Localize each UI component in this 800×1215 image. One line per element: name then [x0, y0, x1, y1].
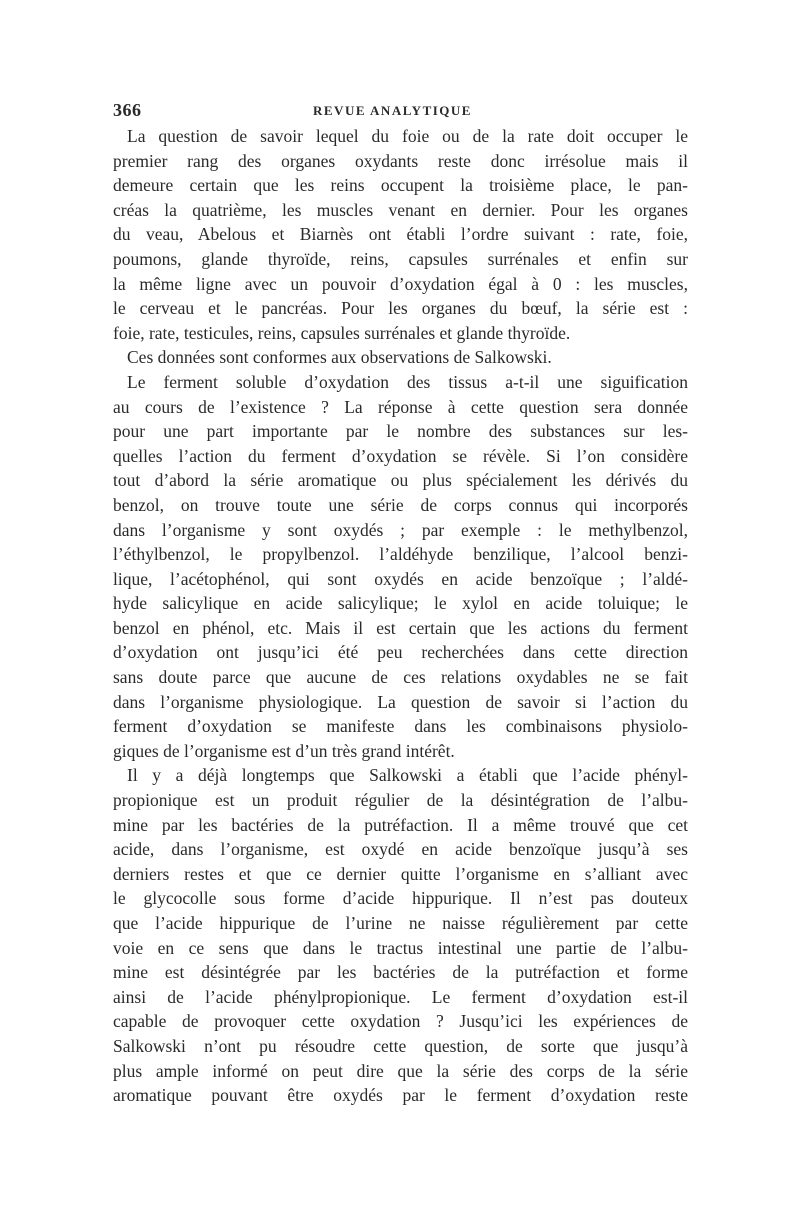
text-line: Ces données sont conformes aux observations de Salkowski.: [127, 347, 552, 368]
text-line: ainsi de l’acide phénylpropionique. Le ferment d’oxydation est-il: [113, 986, 688, 1007]
text-line: que l’acide hippurique de l’urine ne naisse régulièrement par cette: [113, 913, 688, 933]
text-line: mine par les bactéries de la putréfaction. Il a même trouvé que cet: [113, 814, 688, 835]
text-line: lique, l’acétophénol, qui sont oxydés en acide benzoïque ; l’aldé-: [113, 568, 688, 589]
text-line: au cours de l’existence ? La réponse à cette question sera donnée: [113, 396, 688, 417]
text-line: La question de savoir lequel du foie ou de la rate doit occuper le: [127, 126, 688, 146]
text-line: foie, rate, testicules, reins, capsules surrénales et glande thyroïde.: [113, 322, 571, 343]
text-line: Le ferment soluble d’oxydation des tissus a-t-il une siguification: [127, 371, 688, 392]
text-line: la même ligne avec un pouvoir d’oxydation égal à 0 : les muscles,: [113, 273, 688, 294]
text-line: giques de l’organisme est d’un très grand intérêt.: [113, 740, 455, 761]
text-line: benzol en phénol, etc. Mais il est certain que les actions du ferment: [113, 617, 688, 638]
text-line: acide, dans l’organisme, est oxydé en acide benzoïque jusqu’à ses: [113, 839, 688, 860]
text-line: poumons, glande thyroïde, reins, capsules surrénales et enfin sur: [113, 248, 688, 269]
text-line: plus ample informé on peut dire que la série des corps de la série: [113, 1060, 688, 1081]
text-line: demeure certain que les reins occupent la troisième place, le pan-: [113, 175, 688, 196]
page-number: 366: [113, 100, 142, 120]
text-line: Il y a déjà longtemps que Salkowski a établi que l’acide phényl-: [127, 765, 688, 786]
text-line: aromatique pouvant être oxydés par le ferment d’oxydation reste: [113, 1085, 688, 1106]
text-line: dans l’organisme y sont oxydés ; par exemple : le methylbenzol,: [113, 519, 688, 540]
text-line: d’oxydation ont jusqu’ici été peu recherchées dans cette direction: [113, 642, 688, 663]
text-line: du veau, Abelous et Biarnès ont établi l’ordre suivant : rate, foie,: [113, 224, 688, 245]
text-line: dans l’organisme physiologique. La question de savoir si l’action du: [113, 691, 688, 712]
text-line: pour une part importante par le nombre des substances sur les-: [113, 421, 688, 442]
text-line: voie en ce sens que dans le tractus intestinal une partie de l’albu-: [113, 937, 688, 958]
text-line: l’éthylbenzol, le propylbenzol. l’aldéhyde benzilique, l’alcool benzi-: [113, 544, 688, 565]
page-header: [113, 100, 688, 124]
text-line: propionique est un produit régulier de la désintégration de l’albu-: [113, 790, 688, 811]
body-text: [113, 124, 688, 1108]
text-line: tout d’abord la série aromatique ou plus spécialement les dérivés du: [113, 470, 688, 491]
text-line: capable de provoquer cette oxydation ? Jusqu’ici les expériences de: [113, 1011, 688, 1032]
text-line: benzol, on trouve toute une série de corps connus qui incorporés: [113, 494, 688, 515]
text-line: quelles l’action du ferment d’oxydation se révèle. Si l’on considère: [113, 445, 688, 466]
text-line: le glycocolle sous forme d’acide hippurique. Il n’est pas douteux: [113, 888, 688, 909]
text-line: sans doute parce que aucune de ces relations oxydables ne se fait: [113, 667, 688, 688]
text-line: premier rang des organes oxydants reste donc irrésolue mais il: [113, 150, 688, 171]
text-line: hyde salicylique en acide salicylique; le xylol en acide toluique; le: [113, 593, 688, 614]
running-head: REVUE ANALYTIQUE: [313, 103, 472, 118]
text-line: le cerveau et le pancréas. Pour les organes du bœuf, la série est :: [113, 298, 688, 319]
text-line: ferment d’oxydation se manifeste dans les combinaisons physiolo-: [113, 716, 688, 737]
text-line: derniers restes et que ce dernier quitte l’organisme en s’alliant avec: [113, 863, 688, 884]
text-line: créas la quatrième, les muscles venant en dernier. Pour les organes: [113, 199, 688, 220]
text-line: Salkowski n’ont pu résoudre cette question, de sorte que jusqu’à: [113, 1035, 688, 1056]
text-line: mine est désintégrée par les bactéries de la putréfaction et forme: [113, 962, 688, 983]
